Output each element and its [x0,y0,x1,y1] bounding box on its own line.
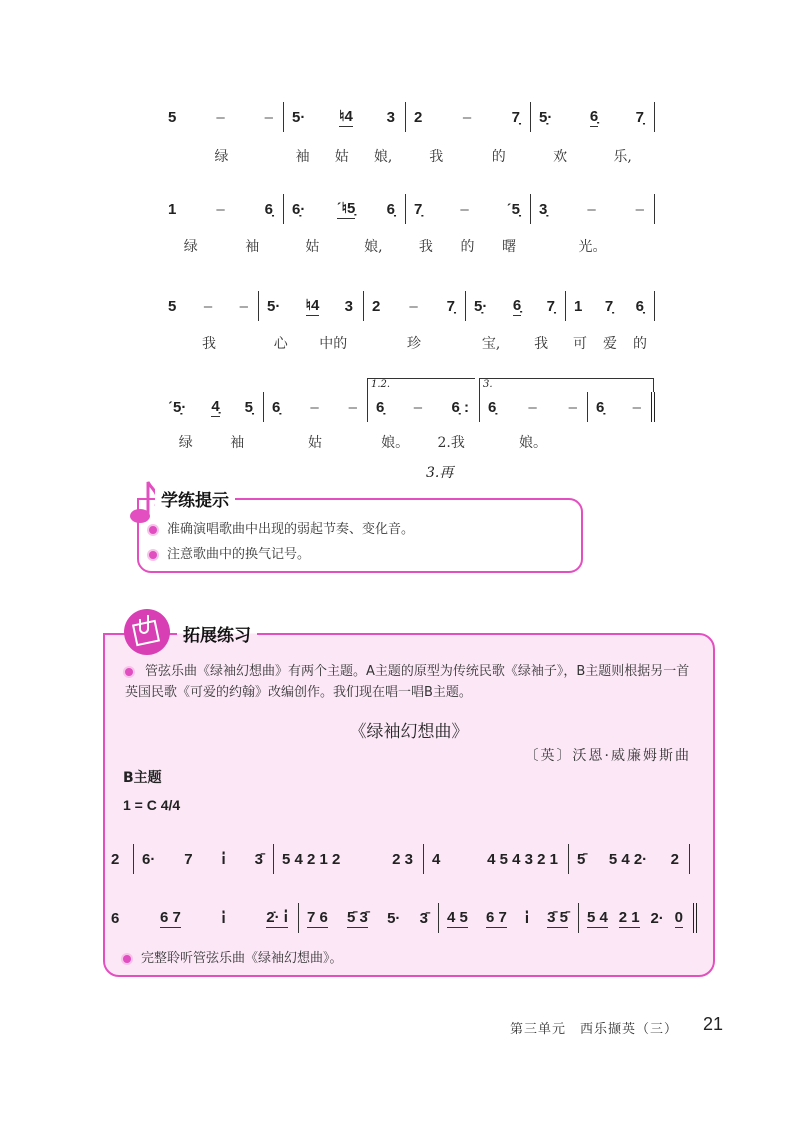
note: 5̣· [474,298,488,315]
lyric-syllable: 我 [202,336,216,352]
lyric-measure [160,432,263,452]
bullet-icon [123,955,131,963]
extension-title: 拓展练习 [177,621,257,646]
lyric-syllable: 珍 [407,336,421,352]
lyric-measure [363,333,465,353]
note: 6· [142,851,156,868]
hold-dash: – [528,399,537,416]
measure [258,291,363,321]
hold-dash: – [216,109,225,126]
note: 5 [168,298,177,315]
note: i̇ [221,851,226,868]
note: 4̣ [211,398,220,415]
lyric-line [160,146,655,166]
note: 6 [111,910,120,927]
note: ˊ♮5̣ [336,200,356,217]
note: 7 [184,851,193,868]
lyric-syllable: 我 [534,336,549,352]
score-line [160,102,655,132]
lyric-syllable: 宝, [481,336,501,352]
lyric-syllable: 爱 [603,336,617,352]
note: 6̣ [272,399,281,416]
score-line [160,291,655,321]
extension-box [103,626,715,977]
measure [160,102,283,132]
measure [587,392,655,422]
lyric-measure [465,333,565,353]
note: 6̣ [512,297,522,314]
note: 7̣ [414,201,423,218]
measure [103,903,298,933]
lyric-syllable: 袖 [245,239,260,255]
note: 4 [432,851,441,868]
lyric-measure [530,146,655,166]
lyric-syllable: 绿 [178,435,193,451]
measure [283,102,405,132]
note: i̇ [524,910,530,927]
lyric-measure [565,333,655,353]
note: 5 4 [587,909,608,926]
lyric-syllable: 乐, [613,149,632,165]
lyric-measure [258,333,363,353]
tips-box [137,491,583,573]
measure [568,844,690,874]
paragraph-text: 管弦乐曲《绿袖幻想曲》有两个主题。A主题的原型为传统民歌《绿袖子》，B主题则根据另一首英国民歌《可爱的约翰》改编创作。我们现在唱一唱B主题。 [125,664,690,700]
measure [367,392,479,422]
lyric-syllable: 娘。 [381,435,410,451]
note: 4 5 4 3 2 1 [487,851,558,868]
note: i̇ [221,910,226,927]
note: 1 [574,298,583,315]
note: 3̣ [539,201,548,218]
lyric-measure [405,146,530,166]
hold-dash: – [462,109,472,126]
lyric-syllable: 袖 [230,435,245,451]
note: 2· [650,910,664,927]
score-line [160,194,655,224]
hold-dash: – [203,298,213,315]
note: ˊ5̣· [168,399,187,416]
hold-dash: – [216,201,225,218]
note: 6̣ [264,201,273,218]
lyric-syllable: 心 [273,336,288,352]
note: 3̄ [254,851,263,868]
lyric-measure [530,236,655,256]
lyric-syllable: 娘, [373,149,393,165]
measure [273,844,423,874]
measure [438,903,578,933]
hold-dash: – [460,201,469,218]
note: 2 3 [392,851,413,868]
lyric-line [160,333,655,353]
lyric-measure [479,432,587,452]
measure [530,102,655,132]
note: 6̣ [635,298,644,315]
lyric-measure [283,236,405,256]
lyric-measure [283,146,405,166]
composer: 〔英〕沃恩·威廉姆斯曲 [524,748,691,764]
note: 7̣ [546,298,555,315]
lyric-syllable: 娘。 [519,435,547,451]
bullet-icon [149,526,157,534]
note: 6̣ [386,201,395,218]
lyric-syllable: 我 [429,149,444,165]
lyric-measure [160,333,258,353]
tip-text: 注意歌曲中的换气记号。 [167,547,311,562]
measure [578,903,697,933]
hold-dash: – [348,399,357,416]
hold-dash: – [635,201,644,218]
measure [160,194,283,224]
lyric-syllable: 2.我 [437,435,465,451]
measure [405,194,530,224]
hold-dash: – [310,399,319,416]
lyric-syllable: 我 [418,239,433,255]
song-title: 《绿袖幻想曲》 [349,722,469,742]
note: 6 7 [159,909,181,926]
extension-paragraph [125,661,695,703]
note: 7̣ [446,298,455,315]
volta-1-2: 1.2. [367,378,475,392]
hold-dash: – [264,109,273,126]
note: 2 [372,298,381,315]
note: 5̄ 3̄ [347,909,368,926]
measure [160,392,263,422]
lyric-line [160,432,655,452]
measure [298,903,438,933]
note: 5· [267,298,281,315]
measure [283,194,405,224]
lyric-syllable: 的 [491,149,506,165]
note: ˊ5̣ [506,201,520,218]
note: 5 [168,109,177,126]
measure [133,844,273,874]
note: 2 [414,109,423,126]
theme-score-line [103,903,697,933]
lyric-syllable: 姑 [305,239,320,255]
bullet-icon [149,551,157,559]
note: 6̣ [376,399,385,416]
note: 5̣ [244,399,253,416]
verse-3-lyric: 3.再 [426,465,454,481]
hold-dash: – [632,399,641,416]
note: 2 [670,851,679,868]
measure [160,291,258,321]
note: 6̣ [488,399,497,416]
key-signature: 1 = C 4/4 [123,797,181,813]
note: 3̄ 5̄ [547,909,568,926]
lyric-syllable: 的 [460,239,475,255]
tip-text: 准确演唱歌曲中出现的弱起节奏、变化音。 [167,522,415,537]
volta-3: 3. [479,378,654,392]
tip-item [149,518,581,537]
measure [465,291,565,321]
measure [263,392,367,422]
theme-score-line [103,844,690,874]
measure [479,392,587,422]
bullet-icon [125,668,133,676]
measure [405,102,530,132]
lyric-syllable: 绿 [214,149,229,165]
lyric-syllable: 光。 [578,239,607,255]
note: 5· [387,910,401,927]
lyric-line [160,236,655,256]
note: 6̣ : [451,399,469,416]
lyric-syllable: 绿 [183,239,198,255]
note: 7̣ [635,109,644,126]
lyric-syllable: 中的 [319,336,348,352]
note: 5 4 2 1 2 [282,851,341,868]
note: 3 [386,109,395,126]
note: 2 [111,851,120,868]
lyric-measure [405,236,530,256]
measure [103,844,133,874]
note: 5̣· [539,109,553,126]
measure [530,194,655,224]
hold-dash: – [239,298,248,315]
note: 5· [292,109,306,126]
note: 3̄ [419,910,428,927]
lyric-syllable: 的 [633,336,647,352]
lyric-measure [263,432,367,452]
note: 6̣ [596,399,605,416]
lyric-measure [587,432,655,452]
lyric-measure [160,236,283,256]
note: 7 6 [307,909,328,926]
lyric-syllable: 袖 [295,149,310,165]
theme-label: B主题 [123,770,162,786]
note: ♮4 [305,297,320,314]
measure [565,291,655,321]
note: 1 [168,201,177,218]
page-number: 21 [703,1014,724,1034]
note: 5 4 2· [608,851,648,868]
lyric-syllable: 曙 [502,239,517,255]
lyric-measure [160,146,283,166]
note: 6 7 [485,909,507,926]
measure [423,844,568,874]
lyric-syllable: 姑 [308,435,322,451]
hold-dash: – [413,399,423,416]
note: 0 [674,909,683,926]
note: 7̣ [604,298,614,315]
lyric-syllable: 姑 [334,149,349,165]
note: 3 [344,298,353,315]
notepad-clip-icon [122,607,172,657]
listen-item [123,947,343,966]
note: 6̣ [589,108,599,125]
note: 2 1 [618,909,640,926]
hold-dash: – [568,399,577,416]
note: 7̣ [511,109,520,126]
listen-text: 完整聆听管弦乐曲《绿袖幻想曲》。 [141,951,343,966]
note: 4 5 [447,909,468,926]
lyric-syllable: 娘, [364,239,383,255]
hold-dash: – [409,298,418,315]
note: ♮4 [339,108,353,125]
hold-dash: – [587,201,596,218]
tip-item [149,543,581,562]
note: 2̇· i̇ [266,909,288,926]
lyric-syllable: 欢 [553,149,568,165]
footer-unit: 第三单元 西乐撷英（三） [510,1022,679,1037]
note: 5̄ [577,851,586,868]
score-line [160,392,655,422]
note: 6̣· [292,201,306,218]
lyric-syllable: 可 [573,336,587,352]
lyric-measure [367,432,479,452]
tips-title: 学练提示 [155,486,235,511]
measure [363,291,465,321]
